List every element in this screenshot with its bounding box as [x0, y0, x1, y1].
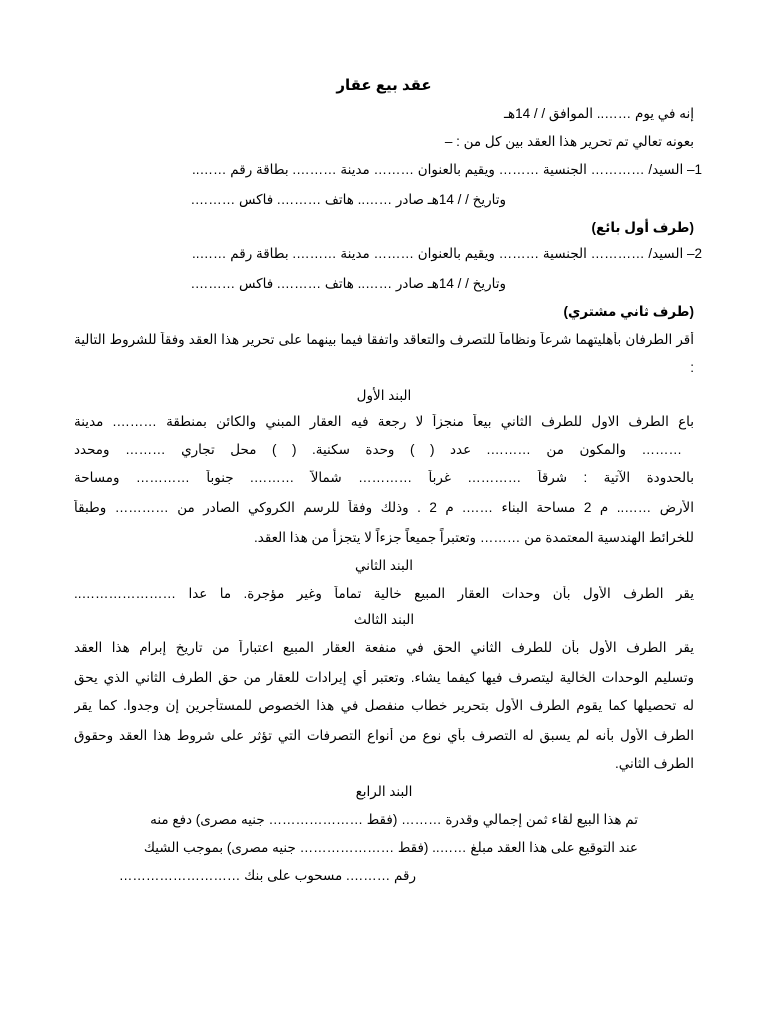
clause-1-line-1: باع الطرف الاول للطرف الثاني بيعاً منجزاً لا رجعة فيه العقار المبني والكائن بمنطقة ………. مدينة — [74, 414, 694, 429]
clause-2-heading: البند الثاني — [355, 558, 413, 573]
clause-3-line-4: الطرف الأول بأنه لم يسبق له التصرف بأي نوع من أنواع التصرفات التي تؤثر على شروط هذا العقد وحقوق — [74, 728, 694, 743]
clause-1-line-4: الأرض …….. م 2 مساحة البناء ……. م 2 . وذلك وفقاً للرسم الكروكي الصادر من ………… وطبقاً — [74, 500, 694, 515]
clause-1-heading: البند الأول — [356, 388, 412, 403]
party-one-date-phone: وتاريخ / / 14هـ صادر …….. هاتف ………. فاكس ………. — [190, 192, 506, 207]
party-two-details: 2– السيد/ ………… الجنسية ……… ويقيم بالعنوان ……… مدينة ………. بطاقة رقم …….. — [192, 246, 702, 261]
clause-3-heading: البند الثالث — [353, 612, 415, 627]
party-two-date-phone: وتاريخ / / 14هـ صادر …….. هاتف ………. فاكس ………. — [190, 276, 506, 291]
document-title: عقد بيع عقار — [336, 77, 432, 94]
clause-4-line-1: تم هذا البيع لقاء ثمن إجمالي وقدرة ……… (فقط ………………… جنيه مصرى) دفع منه — [150, 812, 638, 827]
clause-3-line-2: وتسليم الوحدات الخالية ليتصرف فيها كيفما يشاء. وتعتبر أي إيرادات للعقار من حق الطرف الثاني الذي يحق — [74, 670, 694, 685]
party-one-label: (طرف أول بائع) — [591, 220, 694, 235]
intro-parties-line: بعونه تعالي تم تحرير هذا العقد بين كل من : – — [444, 134, 694, 149]
clause-1-line-5: للخرائط الهندسية المعتمدة من ……… وتعتبراً جميعاً جزءاً لا يتجزأ من هذا العقد. — [253, 530, 694, 545]
agreement-text: أقر الطرفان بأهليتهما شرعاً ونظاماً للتصرف والتعاقد واتفقا فيما بينهما على تحرير هذا العقد وفقاً للشروط التالية — [74, 332, 694, 347]
clause-1-line-2: ……… والمكون من ………. عدد ( ) وحدة سكنية. ( ) محل تجاري ……… ومحدد — [74, 442, 682, 457]
clause-2-line-1: يقر الطرف الأول بأن وحدات العقار المبيع خالية تماماً وغير مؤجرة. ما عدا ………………….. — [74, 586, 694, 601]
clause-4-line-3: رقم ………. مسحوب على بنك ……………………… — [118, 868, 416, 883]
clause-1-line-3: بالحدودة الآتية : شرقاً ………… غرباً ………… شمالاً ………. جنوباً ………… ومساحة — [74, 470, 694, 485]
clause-4-heading: البند الرابع — [355, 784, 413, 799]
party-one-details: 1– السيد/ ………… الجنسية ……… ويقيم بالعنوان ……… مدينة ………. بطاقة رقم …….. — [192, 162, 702, 177]
agreement-colon: : — [690, 360, 694, 375]
clause-3-line-3: له تحصيلها كما يقوم الطرف الأول بتحرير خطاب منفصل في هذا الخصوص للمستأجرين إن وجدوا. كما يقر — [74, 698, 694, 713]
clause-3-line-5: الطرف الثاني. — [615, 756, 694, 771]
clause-3-line-1: يقر الطرف الأول بأن للطرف الثاني الحق في منفعة العقار المبيع اعتباراً من تاريخ إبرام هذا العقد — [74, 640, 694, 655]
clause-4-line-2: عند التوقيع على هذا العقد مبلغ …….. (فقط ………………… جنيه مصرى) بموجب الشيك — [143, 840, 638, 855]
party-two-label: (طرف ثاني مشتري) — [563, 304, 694, 319]
intro-date-line: إنه في يوم …….. الموافق / / 14هـ — [503, 106, 694, 121]
